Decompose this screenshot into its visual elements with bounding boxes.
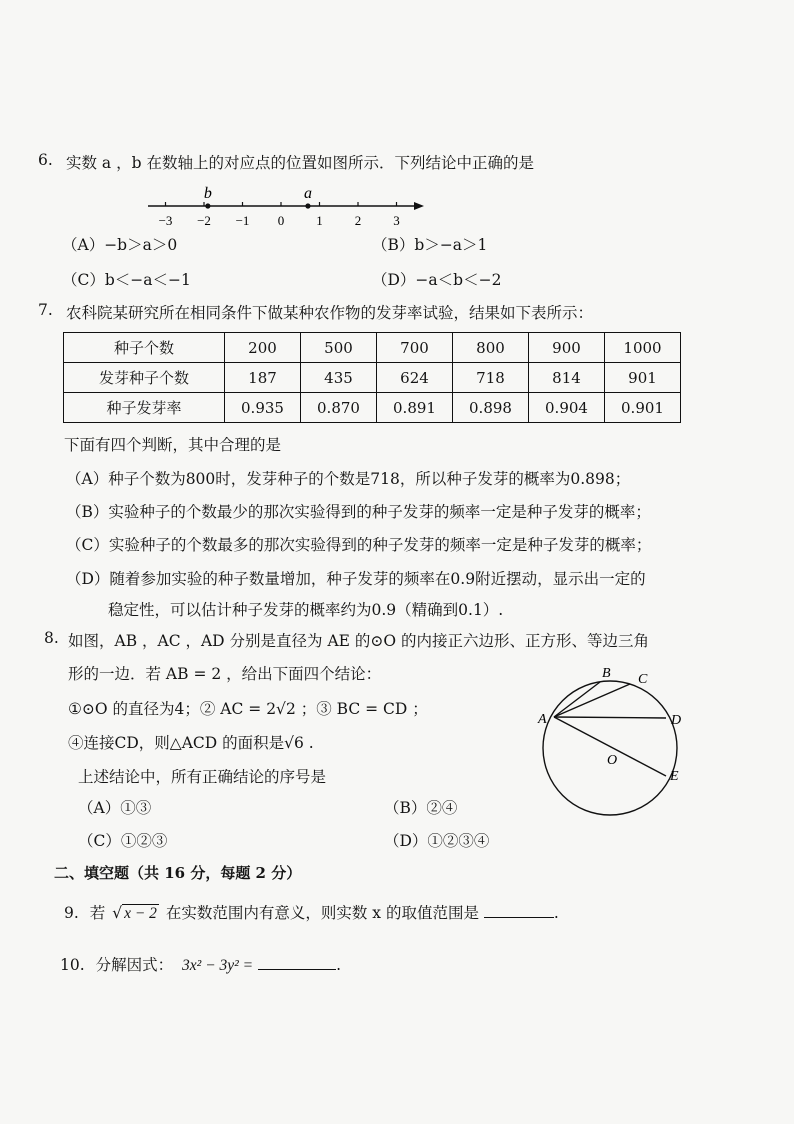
q9-pre: 若 — [89, 904, 106, 922]
q7-data-table — [63, 332, 681, 423]
q8-line-3: ①⊙O 的直径为4；② AC = 2√2 ；③ BC = CD ； — [68, 700, 428, 718]
q6-stem: 实数 a ，b 在数轴上的对应点的位置如图所示．下列结论中正确的是 — [66, 154, 534, 172]
table-cell: 800 — [453, 333, 529, 363]
table-cell: 187 — [225, 363, 301, 393]
tick-label: −3 — [158, 213, 173, 228]
table-cell: 624 — [377, 363, 453, 393]
q9-radicand: x − 2 — [124, 905, 157, 922]
q8-option-d[interactable]: （D）①②③④ — [384, 832, 490, 850]
q10-end: . — [336, 956, 342, 974]
q10-number: 10. — [60, 956, 85, 974]
q8-prompt: 上述结论中，所有正确结论的序号是 — [78, 768, 327, 786]
table-cell: 0.891 — [377, 393, 453, 423]
table-cell: 200 — [225, 333, 301, 363]
label-d: D — [671, 713, 682, 728]
tick-label: −1 — [235, 213, 250, 228]
circle-o — [543, 681, 677, 815]
q6-option-d[interactable]: （D）−a＜b＜−2 — [372, 271, 502, 289]
table-cell: 1000 — [605, 333, 681, 363]
table-row — [64, 333, 681, 363]
table-cell: 0.935 — [225, 393, 301, 423]
q8-line-2: 形的一边．若 AB = 2 ，给出下面四个结论： — [68, 665, 382, 683]
table-cell: 900 — [529, 333, 605, 363]
q7-option-a[interactable]: （A）种子个数为800时，发芽种子的个数是718，所以种子发芽的概率为0.898； — [66, 470, 631, 488]
label-o: O — [607, 753, 618, 768]
q7-option-d[interactable]: （D）随着参加实验的种子数量增加，种子发芽的频率在0.9附近摆动，显示出一定的 — [66, 570, 646, 588]
q9-post: 在实数范围内有意义，则实数 x 的取值范围是 — [165, 904, 479, 922]
table-cell: 700 — [377, 333, 453, 363]
q7-stem: 农科院某研究所在相同条件下做某种农作物的发芽率试验，结果如下表所示： — [66, 304, 594, 322]
label-c: C — [638, 672, 648, 687]
table-cell: 0.898 — [453, 393, 529, 423]
q9-answer-blank[interactable] — [484, 917, 554, 918]
table-cell: 718 — [453, 363, 529, 393]
q7-option-d-continued: 稳定性，可以估计种子发芽的概率约为0.9（精确到0.1）. — [108, 601, 504, 619]
q8-option-b[interactable]: （B）②④ — [384, 799, 458, 817]
q10-answer-blank[interactable] — [258, 969, 336, 970]
tick-label: 3 — [393, 213, 400, 228]
q7-option-b[interactable]: （B）实验种子的个数最少的那次实验得到的种子发芽的频率一定是种子发芽的概率； — [66, 503, 651, 521]
q9-radical: √ x − 2 — [112, 904, 157, 922]
section-2-title: 二、填空题（共 16 分，每题 2 分） — [54, 864, 302, 882]
tick-label: 1 — [316, 213, 323, 228]
tick-label: 2 — [354, 213, 362, 228]
table-row-label: 种子发芽率 — [64, 393, 225, 423]
q7-prompt: 下面有四个判断，其中合理的是 — [64, 436, 282, 454]
table-cell: 0.904 — [529, 393, 605, 423]
q9-number: 9. — [64, 904, 79, 922]
q9 — [64, 901, 559, 923]
q7-option-c[interactable]: （C）实验种子的个数最多的那次实验得到的种子发芽的频率一定是种子发芽的概率； — [66, 536, 652, 554]
table-row-label: 种子个数 — [64, 333, 225, 363]
table-cell: 0.901 — [605, 393, 681, 423]
table-row — [64, 393, 681, 423]
q6-option-a[interactable]: （A）−b＞a＞0 — [62, 236, 178, 254]
point-b-dot — [205, 203, 210, 208]
table-cell: 435 — [301, 363, 377, 393]
table-cell: 814 — [529, 363, 605, 393]
point-b-label: b — [203, 185, 212, 202]
tick-label: −2 — [197, 213, 211, 228]
q8-number: 8. — [44, 629, 59, 647]
table-cell: 901 — [605, 363, 681, 393]
q10-text: 分解因式： — [95, 956, 174, 974]
label-b: B — [602, 666, 611, 681]
q8-line-1: 如图，AB ，AC ，AD 分别是直径为 AE 的⊙O 的内接正六边形、正方形、等边三角 — [68, 632, 650, 650]
q7-number: 7. — [38, 301, 53, 319]
q6-option-b[interactable]: （B）b＞−a＞1 — [372, 236, 488, 254]
segment-ad — [554, 717, 666, 718]
point-a-dot — [305, 203, 310, 208]
q8-line-4: ④连接CD，则△ACD 的面积是√6 . — [68, 734, 314, 752]
table-cell: 0.870 — [301, 393, 377, 423]
q8-option-c[interactable]: （C）①②③ — [78, 832, 168, 850]
table-row-label: 发芽种子个数 — [64, 363, 225, 393]
q8-option-a[interactable]: （A）①③ — [78, 799, 152, 817]
table-cell: 500 — [301, 333, 377, 363]
q10 — [60, 953, 341, 975]
q8-circle-figure — [530, 668, 700, 818]
q6-option-c[interactable]: （C）b＜−a＜−1 — [62, 271, 191, 289]
table-row — [64, 363, 681, 393]
point-a-label: a — [303, 185, 312, 202]
q10-expression: 3x² − 3y² = — [182, 957, 254, 974]
label-a: A — [538, 712, 547, 727]
q9-end: . — [553, 904, 559, 922]
tick-label: 0 — [277, 213, 285, 228]
q6-number: 6. — [38, 151, 53, 169]
label-e: E — [670, 769, 679, 784]
